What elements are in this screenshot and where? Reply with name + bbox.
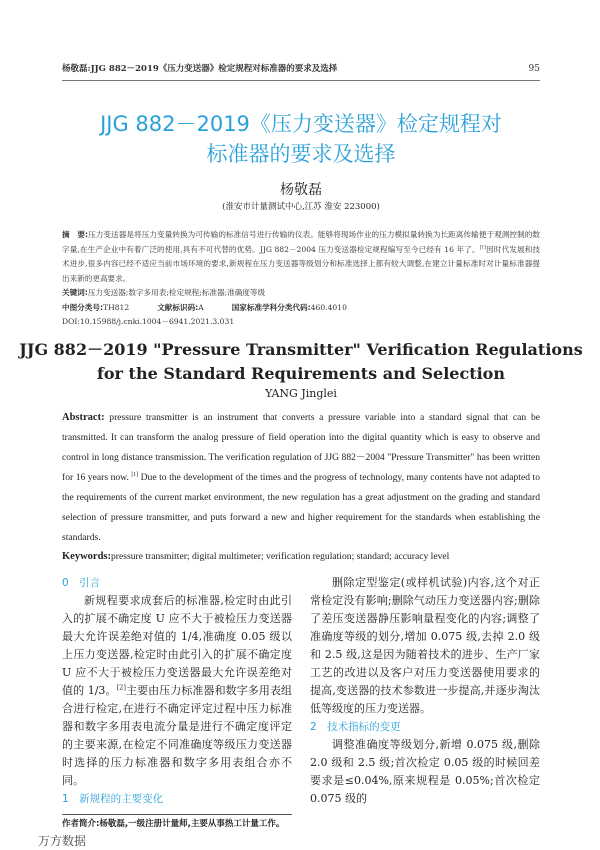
classification-codes: [62, 301, 540, 316]
paragraph: [62, 592, 292, 790]
english-keywords: [62, 548, 540, 566]
doc-label: 文献标识码:: [157, 302, 199, 312]
paragraph-text-2: 主要由压力标准器和数字多用表组合进行检定,在进行不确定评定过程中压力标准器和数字多用表电流分量是进行不确定度评定的主要来源,在检定不同准确度等级压力变送器时选择的压力标准器和数字多用表组合亦不同。: [62, 683, 293, 787]
title-line-1: JJG 882－2019《压力变送器》检定规程对: [100, 112, 502, 136]
en-abstract-text-2: Due to the development of the times and the progress of technology, many contents have not adapted to the requirements of the current market environment, the new regulation has a great adjustment on the grading and standard selection of pressure transmitter, and puts forward a new and higher requirement for the standards when establishing the standards.: [62, 471, 541, 543]
paper-title: [0, 109, 600, 169]
section-heading-0: 0 引言: [62, 576, 101, 589]
section-heading-2: 2 技术指标的变更: [310, 720, 401, 733]
body-columns: [62, 574, 540, 830]
author: 杨敬磊: [280, 182, 322, 198]
chinese-abstract: [62, 228, 540, 286]
title-line-2: 标准器的要求及选择: [206, 142, 396, 166]
page-number: 95: [528, 64, 540, 74]
keywords-text: 压力变送器;数字多用表;检定规程;标准器;准确度等级: [87, 288, 266, 297]
right-column: [310, 574, 540, 830]
en-abstract-text: pressure transmitter is an instrument that converts a pressure variable into a standard signal that can be transmitted. It can transform the analog pressure of field operation into the digital quantity which is easy to observe and control in long distance transmission. The verification regulation of JJG 882－2004 "Pressure Transmitter" has been written for 16 years now.: [62, 411, 540, 483]
nat-code: [232, 301, 347, 316]
doc-code: [157, 301, 204, 316]
running-title: 杨敬磊:JJG 882－2019《压力变送器》检定规程对标准器的要求及选择: [62, 64, 338, 74]
clc-value: TH812: [103, 302, 130, 312]
english-title: [0, 338, 600, 386]
en-keywords-label: Keywords:: [62, 550, 111, 562]
footnote-rule: [62, 814, 292, 815]
paragraph-text: 新规程要求成套后的标准器,检定时由此引入的扩展不确定度 U 应不大于被检压力变送器最大允许误差绝对值的 1/4,准确度 0.05 级以上压力变送器,检定时由此引入的扩展不确定度 U 应不大于被检压力变送器最大允许误差绝对值的 1/3。: [62, 593, 292, 697]
abstract-text: 压力变送器是将压力变量转换为可传输的标准信号进行传输的仪表。能够将现场作业的压力模拟量转换为长距离传输便于观测控制的数字量,在生产企业中有着广泛的使用,具有不可代替的优势。JJG 882－2004 压力变送器检定规程编写至今已经有 16 年了。: [62, 230, 540, 254]
page-content: [19, 62, 583, 830]
affiliation: (淮安市计量测试中心,江苏 淮安 223000): [222, 202, 380, 212]
english-abstract: [62, 408, 540, 548]
running-header: [62, 62, 540, 76]
keywords-cn: [62, 286, 540, 301]
clc-code: [62, 301, 129, 316]
watermark: 万方数据: [38, 834, 87, 848]
citation[interactable]: [1]: [131, 471, 139, 478]
abstract-label: 摘 要:: [62, 230, 89, 239]
nat-value: 460.4010: [310, 302, 347, 312]
clc-label: 中图分类号:: [62, 302, 104, 312]
en-abstract-label: Abstract:: [62, 411, 105, 423]
en-keywords-text: pressure transmitter; digital multimeter; verification regulation; standard; accuracy level: [111, 550, 450, 562]
citation[interactable]: [1]: [479, 244, 487, 250]
section-heading-1: 1 新规程的主要变化: [62, 792, 164, 805]
en-title-line-1: JJG 882－2019 "Pressure Transmitter" Verification Regulations: [19, 339, 583, 359]
abstract-text-2: 因时代发展和技术进步,很多内容已经不适应当前市场环境的要求,新规程在压力变送器等级划分和标准选择上都有较大调整,在建立计量标准时对计量标准器提出来新的更高要求。: [62, 244, 540, 283]
author-footnote: 作者简介:杨敬磊,一级注册计量师,主要从事热工计量工作。: [62, 818, 285, 829]
nat-label: 国家标准学科分类代码:: [231, 302, 311, 312]
paragraph: 删除定型鉴定(或样机试验)内容,这个对正常检定没有影响;删除气动压力变送器内容;删除了差压变送器静压影响量程变化的内容;调整了准确度等级的划分,增加 0.075 级,去掉 2.0 级和 2.5 级,这是因为随着技术的进步、生产厂家工艺的改进以及客户对压力变送器使用要求的提高,变送器的技术参数进一步提高,并逐步淘汰低等级度的压力变送器。: [310, 575, 540, 715]
citation[interactable]: [2]: [116, 682, 126, 691]
doi[interactable]: DOI:10.15988/j.cnki.1004－6941.2021.3.031: [62, 317, 235, 326]
doc-value: A: [198, 302, 204, 312]
left-column: [62, 574, 292, 830]
header-rule: [62, 80, 540, 81]
english-author: YANG Jinglei: [265, 386, 337, 400]
en-title-line-2: for the Standard Requirements and Selection: [97, 363, 505, 383]
keywords-label: 关键词:: [62, 288, 88, 297]
paragraph: 调整准确度等级划分,新增 0.075 级,删除 2.0 级和 2.5 级;首次检定 0.05 级的时候回差要求是≤0.04%,原来规程是 0.05%;首次检定 0.075 级的: [310, 737, 540, 805]
